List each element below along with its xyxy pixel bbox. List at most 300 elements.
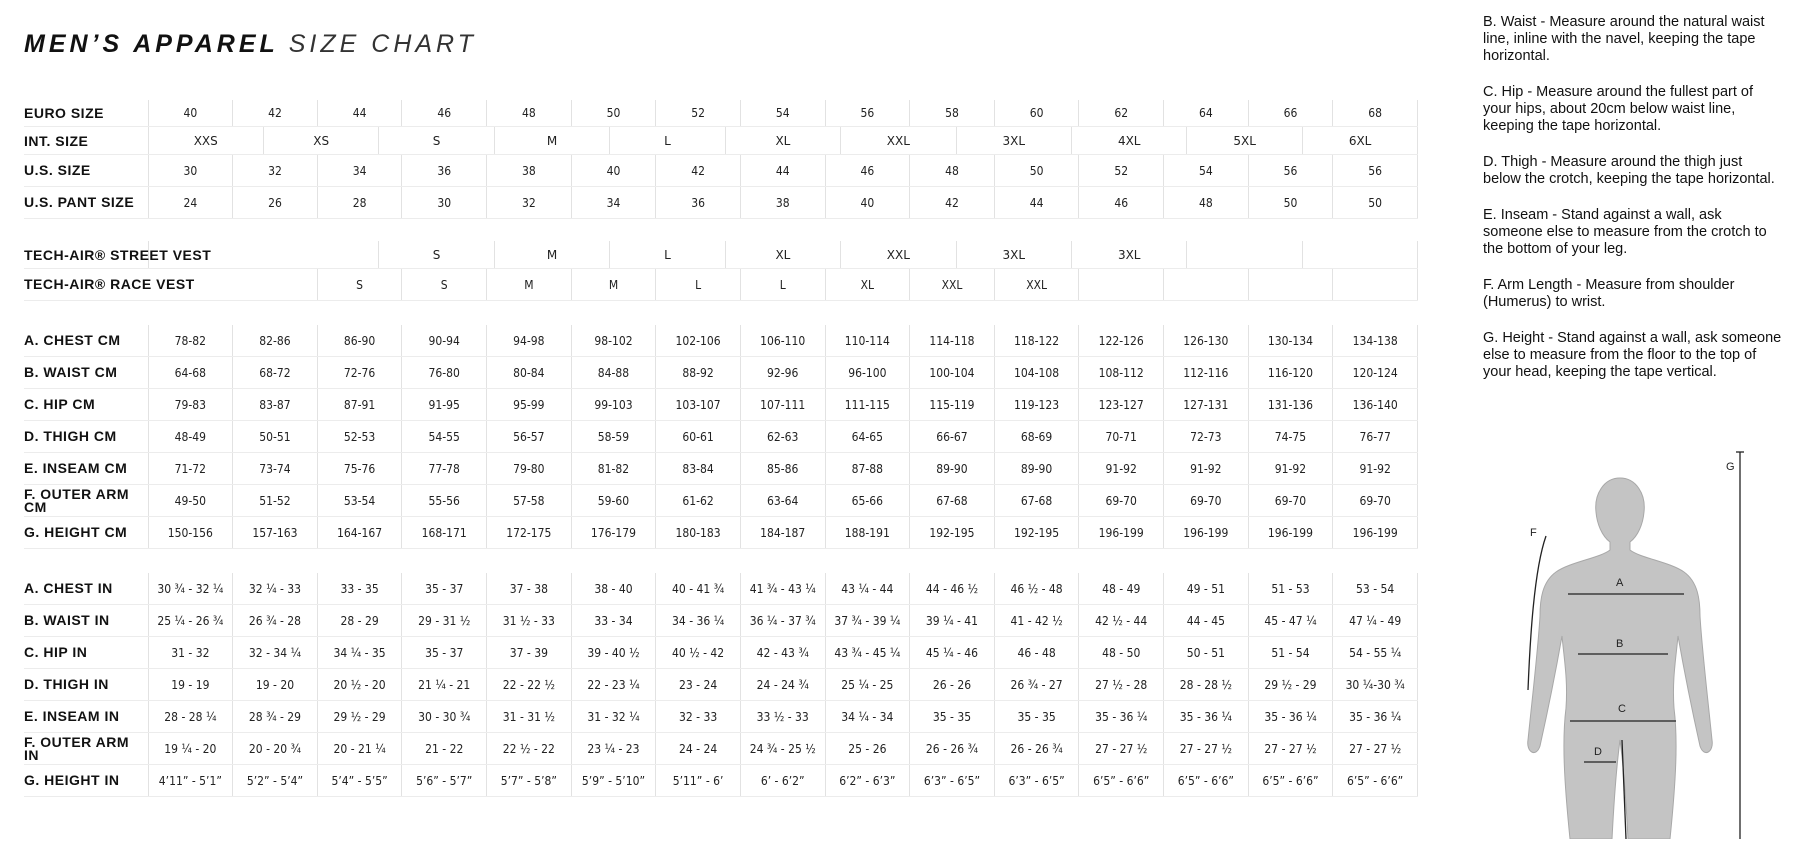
cell: 24 - 24 (656, 733, 741, 765)
cell: 46 - 48 (994, 637, 1079, 669)
cell: 37 - 38 (487, 573, 572, 605)
table-row (24, 357, 1418, 389)
cell: 40 ½ - 42 (656, 637, 741, 669)
row-label: TECH-AIR® RACE VEST (24, 269, 148, 301)
cell: S (402, 269, 487, 301)
cell: 5’7” - 5’8” (487, 765, 572, 797)
cell: 35 - 37 (402, 573, 487, 605)
cell: L (610, 241, 725, 269)
cell: 106-110 (740, 325, 825, 357)
cell: 64-68 (148, 357, 233, 389)
cell: 56 (825, 100, 910, 127)
cell: 72-73 (1164, 421, 1249, 453)
cell: 51 - 54 (1248, 637, 1333, 669)
cell: 115-119 (910, 389, 995, 421)
cell: 38 (487, 155, 572, 187)
cell: 51 - 53 (1248, 573, 1333, 605)
cell: 122-126 (1079, 325, 1164, 357)
cell: 26 ¾ - 27 (994, 669, 1079, 701)
row-label: C. HIP IN (24, 637, 148, 669)
table-row (24, 765, 1418, 797)
row-label: E. INSEAM IN (24, 701, 148, 733)
cell: 77-78 (402, 453, 487, 485)
title-sub: SIZE CHART (288, 30, 477, 58)
cell: 22 - 23 ¼ (571, 669, 656, 701)
cell: 21 ¼ - 21 (402, 669, 487, 701)
table-row (24, 485, 1418, 517)
cell: 116-120 (1248, 357, 1333, 389)
cell: XS (263, 127, 378, 155)
cell: 42 (910, 187, 995, 219)
size-table (24, 100, 1418, 127)
cell: 99-103 (571, 389, 656, 421)
cell: 30 - 30 ¾ (402, 701, 487, 733)
cell: 130-134 (1248, 325, 1333, 357)
cell: 56 (1248, 155, 1333, 187)
cell: 78-82 (148, 325, 233, 357)
cell: XXL (841, 127, 956, 155)
cell: 44 (994, 187, 1079, 219)
cell: 31 ½ - 33 (487, 605, 572, 637)
measurement-notes (1483, 14, 1783, 400)
cell: 5’11” - 6’ (656, 765, 741, 797)
cell: 192-195 (910, 517, 995, 549)
cell: 42 - 43 ¾ (740, 637, 825, 669)
cell: 27 ½ - 28 (1079, 669, 1164, 701)
cell: 102-106 (656, 325, 741, 357)
cell: 53-54 (317, 485, 402, 517)
cell: 126-130 (1164, 325, 1249, 357)
cell: M (494, 127, 609, 155)
cell: 118-122 (994, 325, 1079, 357)
cell: 50 (1333, 187, 1418, 219)
cell: 68 (1333, 100, 1418, 127)
cell: 80-84 (487, 357, 572, 389)
cell: L (656, 269, 741, 301)
cell: 5XL (1187, 127, 1302, 155)
cell: 50 - 51 (1164, 637, 1249, 669)
cell: 33 - 34 (571, 605, 656, 637)
cell: 44 - 45 (1164, 605, 1249, 637)
cell: 62 (1079, 100, 1164, 127)
cell: 46 (825, 155, 910, 187)
cell: 66-67 (910, 421, 995, 453)
cell (1164, 269, 1249, 301)
cell: 32 - 33 (656, 701, 741, 733)
cell: 55-56 (402, 485, 487, 517)
cell: M (571, 269, 656, 301)
cell: 22 - 22 ½ (487, 669, 572, 701)
cell: 83-87 (233, 389, 318, 421)
cell: XL (725, 241, 840, 269)
cell: 92-96 (740, 357, 825, 389)
table-row (24, 573, 1418, 605)
cell: 188-191 (825, 517, 910, 549)
cell: 34 - 36 ¼ (656, 605, 741, 637)
cell: 89-90 (910, 453, 995, 485)
cell: 79-83 (148, 389, 233, 421)
cell: 35 - 36 ¼ (1164, 701, 1249, 733)
cell: 136-140 (1333, 389, 1418, 421)
cell: 54 (740, 100, 825, 127)
cell: 58-59 (571, 421, 656, 453)
cell: 110-114 (825, 325, 910, 357)
body-measurement-figure (1500, 440, 1770, 839)
cell: 49-50 (148, 485, 233, 517)
cell: 25 ¼ - 26 ¾ (148, 605, 233, 637)
cell: 28 ¾ - 29 (233, 701, 318, 733)
cell: 108-112 (1079, 357, 1164, 389)
cell: 38 - 40 (571, 573, 656, 605)
cell: 28 - 28 ½ (1164, 669, 1249, 701)
table-row (24, 517, 1418, 549)
table-row (24, 733, 1418, 765)
cell: 30 (148, 155, 233, 187)
cell: 36 (656, 187, 741, 219)
cell (1079, 269, 1164, 301)
cell: 45 - 47 ¼ (1248, 605, 1333, 637)
cell: 69-70 (1248, 485, 1333, 517)
cell: 31 - 32 ¼ (571, 701, 656, 733)
table-row (24, 100, 1418, 127)
cell: 104-108 (994, 357, 1079, 389)
cell: XXL (841, 241, 956, 269)
cell: 35 - 35 (994, 701, 1079, 733)
cell: 44 - 46 ½ (910, 573, 995, 605)
cell: 134-138 (1333, 325, 1418, 357)
cell: 71-72 (148, 453, 233, 485)
cell (1187, 241, 1302, 269)
row-label: D. THIGH IN (24, 669, 148, 701)
row-label: G. HEIGHT CM (24, 517, 148, 549)
cell: 25 - 26 (825, 733, 910, 765)
cell: 54 - 55 ¼ (1333, 637, 1418, 669)
cell: 33 - 35 (317, 573, 402, 605)
cell: 91-92 (1079, 453, 1164, 485)
row-label: U.S. PANT SIZE (24, 187, 148, 219)
cell: 3XL (956, 241, 1071, 269)
cell: 87-91 (317, 389, 402, 421)
cell: 40 (148, 100, 233, 127)
table-row (24, 669, 1418, 701)
cell: 29 ½ - 29 (1248, 669, 1333, 701)
row-label: F. OUTER ARM IN (24, 733, 148, 765)
cell: 25 ¼ - 25 (825, 669, 910, 701)
cell: 6’3” - 6’5” (910, 765, 995, 797)
cell: 5’9” - 5’10” (571, 765, 656, 797)
cell: 69-70 (1333, 485, 1418, 517)
cell: 43 ¼ - 44 (825, 573, 910, 605)
cell: 27 - 27 ½ (1164, 733, 1249, 765)
note-thigh: D. Thigh - Measure around the thigh just below the crotch, keeping the tape horizontal. (1483, 154, 1775, 187)
cell: 76-80 (402, 357, 487, 389)
row-label: U.S. SIZE (24, 155, 148, 187)
note-arm-length: F. Arm Length - Measure from shoulder (Humerus) to wrist. (1483, 277, 1735, 310)
row-label: E. INSEAM CM (24, 453, 148, 485)
cell: 24 - 24 ¾ (740, 669, 825, 701)
cell: 40 (571, 155, 656, 187)
table-row (24, 421, 1418, 453)
cell: 23 ¼ - 23 (571, 733, 656, 765)
cell: 35 - 36 ¼ (1333, 701, 1418, 733)
table-row (24, 127, 1418, 155)
race-vest-table (24, 269, 1418, 301)
cell: 35 - 36 ¼ (1248, 701, 1333, 733)
table-row (24, 155, 1418, 187)
cell (263, 241, 378, 269)
row-label: TECH-AIR® STREET VEST (24, 241, 148, 269)
cell: 91-92 (1333, 453, 1418, 485)
cell: 176-179 (571, 517, 656, 549)
cell: 79-80 (487, 453, 572, 485)
cell: 41 ¾ - 43 ¼ (740, 573, 825, 605)
cell: 123-127 (1079, 389, 1164, 421)
cell: 21 - 22 (402, 733, 487, 765)
cell: 88-92 (656, 357, 741, 389)
note-hip: C. Hip - Measure around the fullest part of your hips, about 20cm below waist line, keeping the tape horizontal. (1483, 84, 1753, 134)
cell: S (317, 269, 402, 301)
marker-g: G (1726, 461, 1735, 473)
cell: 50 (571, 100, 656, 127)
table-row (24, 605, 1418, 637)
cell: 43 ¾ - 45 ¼ (825, 637, 910, 669)
cell: 119-123 (994, 389, 1079, 421)
cell: 94-98 (487, 325, 572, 357)
cell (233, 269, 318, 301)
row-label: EURO SIZE (24, 100, 148, 127)
cell: 34 ¼ - 34 (825, 701, 910, 733)
note-inseam: E. Inseam - Stand against a wall, ask someone else to measure from the crotch to the bottom of your leg. (1483, 207, 1767, 257)
cell: 38 (740, 187, 825, 219)
table-row (24, 187, 1418, 219)
cell: 81-82 (571, 453, 656, 485)
note-waist: B. Waist - Measure around the natural waist line, inline with the navel, keeping the tape horizontal. (1483, 14, 1765, 64)
cell: 28 (317, 187, 402, 219)
cell: 50-51 (233, 421, 318, 453)
marker-d: D (1594, 746, 1602, 758)
cell: 48 (910, 155, 995, 187)
row-label: D. THIGH CM (24, 421, 148, 453)
cell: 27 - 27 ½ (1333, 733, 1418, 765)
page-title (24, 30, 477, 59)
cell: 3XL (956, 127, 1071, 155)
cell (1333, 269, 1418, 301)
cell: 19 - 19 (148, 669, 233, 701)
cell: 67-68 (994, 485, 1079, 517)
cell: 107-111 (740, 389, 825, 421)
cell: 196-199 (1164, 517, 1249, 549)
cell: 30 ¾ - 32 ¼ (148, 573, 233, 605)
cell: 91-95 (402, 389, 487, 421)
cell: 36 (402, 155, 487, 187)
cell: 168-171 (402, 517, 487, 549)
cell: 72-76 (317, 357, 402, 389)
cell: 24 (148, 187, 233, 219)
cell: 19 ¼ - 20 (148, 733, 233, 765)
cell: 34 (571, 187, 656, 219)
cell: 31 - 32 (148, 637, 233, 669)
in-table (24, 573, 1418, 797)
cell: 53 - 54 (1333, 573, 1418, 605)
cell: 57-58 (487, 485, 572, 517)
cell: 49 - 51 (1164, 573, 1249, 605)
cell: 27 - 27 ½ (1248, 733, 1333, 765)
row-label: F. OUTER ARM CM (24, 485, 148, 517)
cell: 41 - 42 ½ (994, 605, 1079, 637)
cell: 68-69 (994, 421, 1079, 453)
cell: 32 (233, 155, 318, 187)
cell: 70-71 (1079, 421, 1164, 453)
cell: 76-77 (1333, 421, 1418, 453)
cell: 33 ½ - 33 (740, 701, 825, 733)
cell: 90-94 (402, 325, 487, 357)
row-label: G. HEIGHT IN (24, 765, 148, 797)
cell: 52 (656, 100, 741, 127)
cell: 6’5” - 6’6” (1079, 765, 1164, 797)
cell: 127-131 (1164, 389, 1249, 421)
cell: 45 ¼ - 46 (910, 637, 995, 669)
table-row (24, 453, 1418, 485)
cell: 62-63 (740, 421, 825, 453)
cell: 68-72 (233, 357, 318, 389)
cell: 32 (487, 187, 572, 219)
cell: 46 (1079, 187, 1164, 219)
cell: 6’5” - 6’6” (1333, 765, 1418, 797)
cell: 83-84 (656, 453, 741, 485)
table-row (24, 637, 1418, 669)
table-row (24, 269, 1418, 301)
cell: 63-64 (740, 485, 825, 517)
cell: 103-107 (656, 389, 741, 421)
row-label: B. WAIST CM (24, 357, 148, 389)
cell: 51-52 (233, 485, 318, 517)
cell: 69-70 (1079, 485, 1164, 517)
cell: 29 ½ - 29 (317, 701, 402, 733)
cell: 4’11” - 5’1” (148, 765, 233, 797)
marker-f: F (1530, 527, 1537, 539)
cell: 172-175 (487, 517, 572, 549)
cell: 65-66 (825, 485, 910, 517)
cell: 96-100 (825, 357, 910, 389)
cell: 6’ - 6’2” (740, 765, 825, 797)
cell: 36 ¼ - 37 ¾ (740, 605, 825, 637)
cell: M (494, 241, 609, 269)
cell: 131-136 (1248, 389, 1333, 421)
cell: 6’5” - 6’6” (1248, 765, 1333, 797)
cell: 26 ¾ - 28 (233, 605, 318, 637)
cell: 23 - 24 (656, 669, 741, 701)
cell: 20 - 20 ¾ (233, 733, 318, 765)
cell: XL (825, 269, 910, 301)
cell: XXS (148, 127, 263, 155)
cell: XL (725, 127, 840, 155)
cell: 48 - 50 (1079, 637, 1164, 669)
cell: 6’2” - 6’3” (825, 765, 910, 797)
cell: 180-183 (656, 517, 741, 549)
cell: XXL (910, 269, 995, 301)
cell: 56 (1333, 155, 1418, 187)
size-chart (24, 100, 1418, 797)
cell: 59-60 (571, 485, 656, 517)
cell: L (610, 127, 725, 155)
cell (1248, 269, 1333, 301)
cell: 95-99 (487, 389, 572, 421)
cell: 44 (740, 155, 825, 187)
cell: 150-156 (148, 517, 233, 549)
cell (1302, 241, 1417, 269)
cell: 64-65 (825, 421, 910, 453)
cell: 20 - 21 ¼ (317, 733, 402, 765)
cell: 40 (825, 187, 910, 219)
cell: 100-104 (910, 357, 995, 389)
marker-c: C (1618, 703, 1626, 715)
cell: 5’4” - 5’5” (317, 765, 402, 797)
cell: 29 - 31 ½ (402, 605, 487, 637)
cell: 120-124 (1333, 357, 1418, 389)
marker-a: A (1616, 577, 1624, 589)
cell: 3XL (1072, 241, 1187, 269)
table-row (24, 241, 1418, 269)
cell: 40 - 41 ¾ (656, 573, 741, 605)
cell: 114-118 (910, 325, 995, 357)
cell: 85-86 (740, 453, 825, 485)
cell: 56-57 (487, 421, 572, 453)
cell: 27 - 27 ½ (1079, 733, 1164, 765)
cell: 66 (1248, 100, 1333, 127)
cell: 196-199 (1248, 517, 1333, 549)
cell: 32 ¼ - 33 (233, 573, 318, 605)
cell: 5’2” - 5’4” (233, 765, 318, 797)
cell: 58 (910, 100, 995, 127)
cell: 84-88 (571, 357, 656, 389)
cell: 6’5” - 6’6” (1164, 765, 1249, 797)
cell: 37 ¾ - 39 ¼ (825, 605, 910, 637)
cell: 196-199 (1333, 517, 1418, 549)
cell: 87-88 (825, 453, 910, 485)
cell: XXL (994, 269, 1079, 301)
cell: 35 - 37 (402, 637, 487, 669)
cell: 196-199 (1079, 517, 1164, 549)
body-silhouette (1528, 478, 1713, 839)
cell: M (487, 269, 572, 301)
cell: 74-75 (1248, 421, 1333, 453)
cell: 69-70 (1164, 485, 1249, 517)
cell: 44 (317, 100, 402, 127)
cell: 60 (994, 100, 1079, 127)
title-main: MEN’S APPAREL (24, 30, 279, 58)
cell: 26 - 26 (910, 669, 995, 701)
cell: 35 - 36 ¼ (1079, 701, 1164, 733)
cell: 34 (317, 155, 402, 187)
cell: 48 (487, 100, 572, 127)
cell: 5’6” - 5’7” (402, 765, 487, 797)
cell: 157-163 (233, 517, 318, 549)
cell: 26 - 26 ¾ (910, 733, 995, 765)
cell: 39 - 40 ½ (571, 637, 656, 669)
cell: 61-62 (656, 485, 741, 517)
cell: 164-167 (317, 517, 402, 549)
cell: 42 (233, 100, 318, 127)
cell: 30 ¼-30 ¾ (1333, 669, 1418, 701)
cell: 50 (1248, 187, 1333, 219)
cell: 91-92 (1164, 453, 1249, 485)
cell: 19 - 20 (233, 669, 318, 701)
row-label: A. CHEST CM (24, 325, 148, 357)
body-figure-illustration (1500, 440, 1770, 839)
cell: 98-102 (571, 325, 656, 357)
row-label: B. WAIST IN (24, 605, 148, 637)
cell: 24 ¾ - 25 ½ (740, 733, 825, 765)
